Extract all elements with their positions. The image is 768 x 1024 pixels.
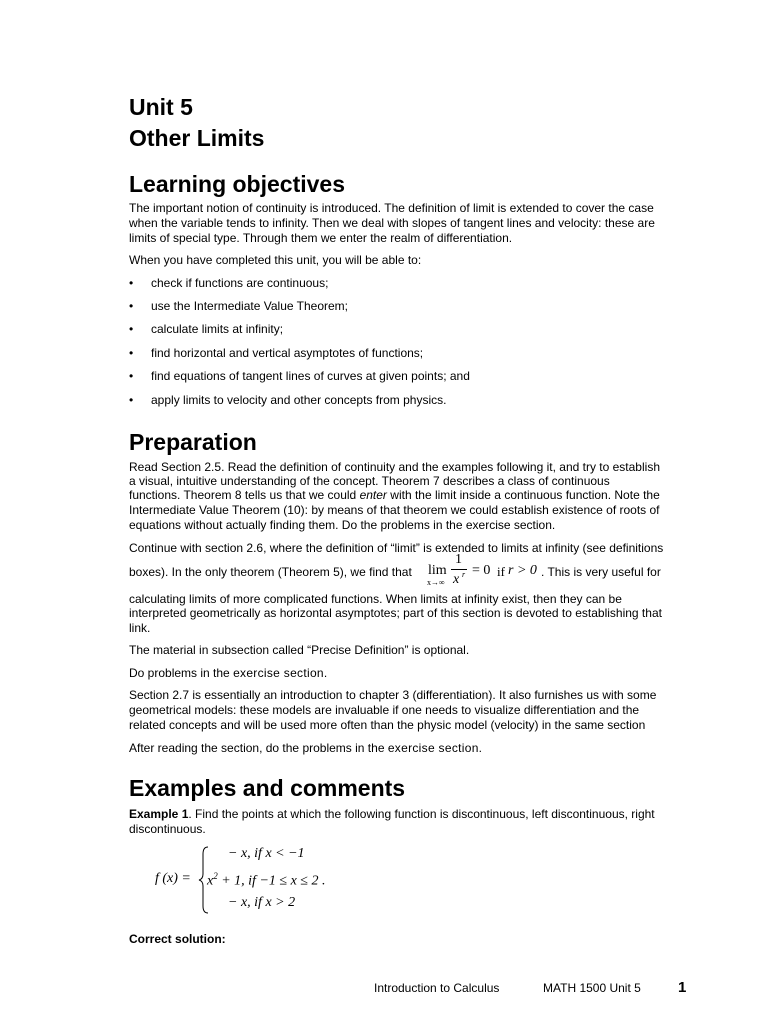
objective-item: calculate limits at infinity;: [151, 322, 284, 336]
preparation-line: interpreted geometrically as horizontal asymptotes; part of this section is devoted to establishing that: [129, 606, 662, 620]
objective-item: apply limits to velocity and other concepts from physics.: [151, 393, 447, 407]
piecewise-case-1: − x, if x < −1: [228, 846, 305, 861]
footer-code: MATH 1500 Unit 5: [543, 981, 641, 995]
limit-denominator: x: [453, 572, 460, 587]
preparation-line: link.: [129, 621, 151, 635]
limit-if: if: [497, 564, 505, 579]
objective-item: find equations of tangent lines of curves at given points; and: [151, 369, 470, 383]
preparation-line: [129, 666, 689, 681]
text-run: x: [207, 873, 214, 889]
text-run: . Find the points at which the following function is discontinuous, left discontinuous, right: [188, 807, 655, 821]
bullet-marker: •: [129, 393, 134, 407]
example-line: [129, 807, 689, 822]
preparation-line: The material in subsection called “Precise Definition” is optional.: [129, 643, 470, 657]
exercise-section-ref: exercise section: [233, 666, 324, 680]
example-label: Example 1: [129, 807, 189, 821]
bullet-marker: •: [129, 299, 134, 313]
preparation-line: related concepts and will be used more often than the physic model (velocity) in the same section: [129, 718, 646, 732]
text-run: Do problems in the: [129, 666, 234, 680]
objective-item: find horizontal and vertical asymptotes of functions;: [151, 346, 424, 360]
text-run: + 1, if −1 ≤ x ≤ 2 .: [217, 873, 326, 889]
preparation-line: geometrical models: these models are invaluable if one needs to visualize differentiation and the: [129, 703, 640, 717]
solution-label: Correct solution:: [129, 932, 226, 946]
piecewise-case-3: − x, if x > 2: [228, 895, 296, 910]
preparation-heading: Preparation: [129, 429, 257, 455]
text-run: functions. Theorem 8 tells us that we could: [129, 488, 360, 502]
limit-subscript: x→∞: [427, 578, 445, 587]
emphasis: enter: [359, 488, 387, 502]
learning-lead: When you have completed this unit, you will be able to:: [129, 253, 422, 267]
piecewise-lhs: f (x) =: [155, 871, 191, 886]
limit-exponent: r: [462, 570, 466, 579]
bullet-marker: •: [129, 322, 134, 336]
learning-objectives-heading: Learning objectives: [129, 171, 346, 197]
piecewise-case-2: [207, 871, 325, 890]
exponent: 2: [213, 871, 218, 881]
preparation-line: boxes). In the only theorem (Theorem 5), we find that: [129, 565, 412, 579]
limit-equals: = 0: [472, 563, 491, 578]
preparation-line: Section 2.7 is essentially an introduction to chapter 3 (differentiation). It also furnishes us with some: [129, 688, 657, 702]
preparation-line: Intermediate Value Theorem (10): by means of that theorem we could establish existence of roots of: [129, 503, 660, 517]
objective-item: use the Intermediate Value Theorem;: [151, 299, 349, 313]
preparation-line: calculating limits of more complicated functions. When limits at infinity exist, then they can be: [129, 592, 622, 606]
limit-numerator: 1: [455, 552, 462, 567]
learning-intro-line: when the variable tends to infinity. Then we deal with slopes of tangent lines and velocity: these are: [129, 216, 655, 230]
learning-intro-line: limits of special type. Through them we enter the realm of differentiation.: [129, 231, 513, 245]
limit-condition: r > 0: [508, 563, 537, 578]
preparation-line: equations without actually finding them. Do the problems in the exercise section.: [129, 518, 556, 532]
limit-lim: lim: [428, 563, 447, 578]
examples-heading: Examples and comments: [129, 775, 406, 801]
text-run: with the limit inside a continuous function. Note the: [386, 488, 660, 502]
unit-number: Unit 5: [129, 94, 193, 120]
unit-title: Other Limits: [129, 125, 265, 151]
learning-intro-line: The important notion of continuity is introduced. The definition of limit is extended to cover the case: [129, 201, 654, 215]
text-run: .: [478, 741, 483, 755]
example-line: discontinuous.: [129, 822, 206, 836]
preparation-line: . This is very useful for: [541, 565, 661, 579]
objective-item: check if functions are continuous;: [151, 276, 329, 290]
page-number: 1: [678, 979, 687, 996]
text-run: After reading the section, do the problems in the: [129, 741, 388, 755]
preparation-line: Continue with section 2.6, where the definition of “limit” is extended to limits at infinity (see definitions: [129, 541, 664, 555]
preparation-line: Read Section 2.5. Read the definition of continuity and the examples following it, and try to establish: [129, 460, 660, 474]
preparation-line: [129, 488, 689, 503]
preparation-line: [129, 741, 689, 756]
footer-course: Introduction to Calculus: [374, 981, 500, 995]
exercise-section-ref: exercise section: [387, 741, 479, 755]
bullet-marker: •: [129, 276, 134, 290]
preparation-line: a visual, intuitive understanding of the concept. Theorem 7 describes a class of continuous: [129, 474, 610, 488]
bullet-marker: •: [129, 369, 134, 383]
bullet-marker: •: [129, 346, 134, 360]
text-run: .: [323, 666, 328, 680]
